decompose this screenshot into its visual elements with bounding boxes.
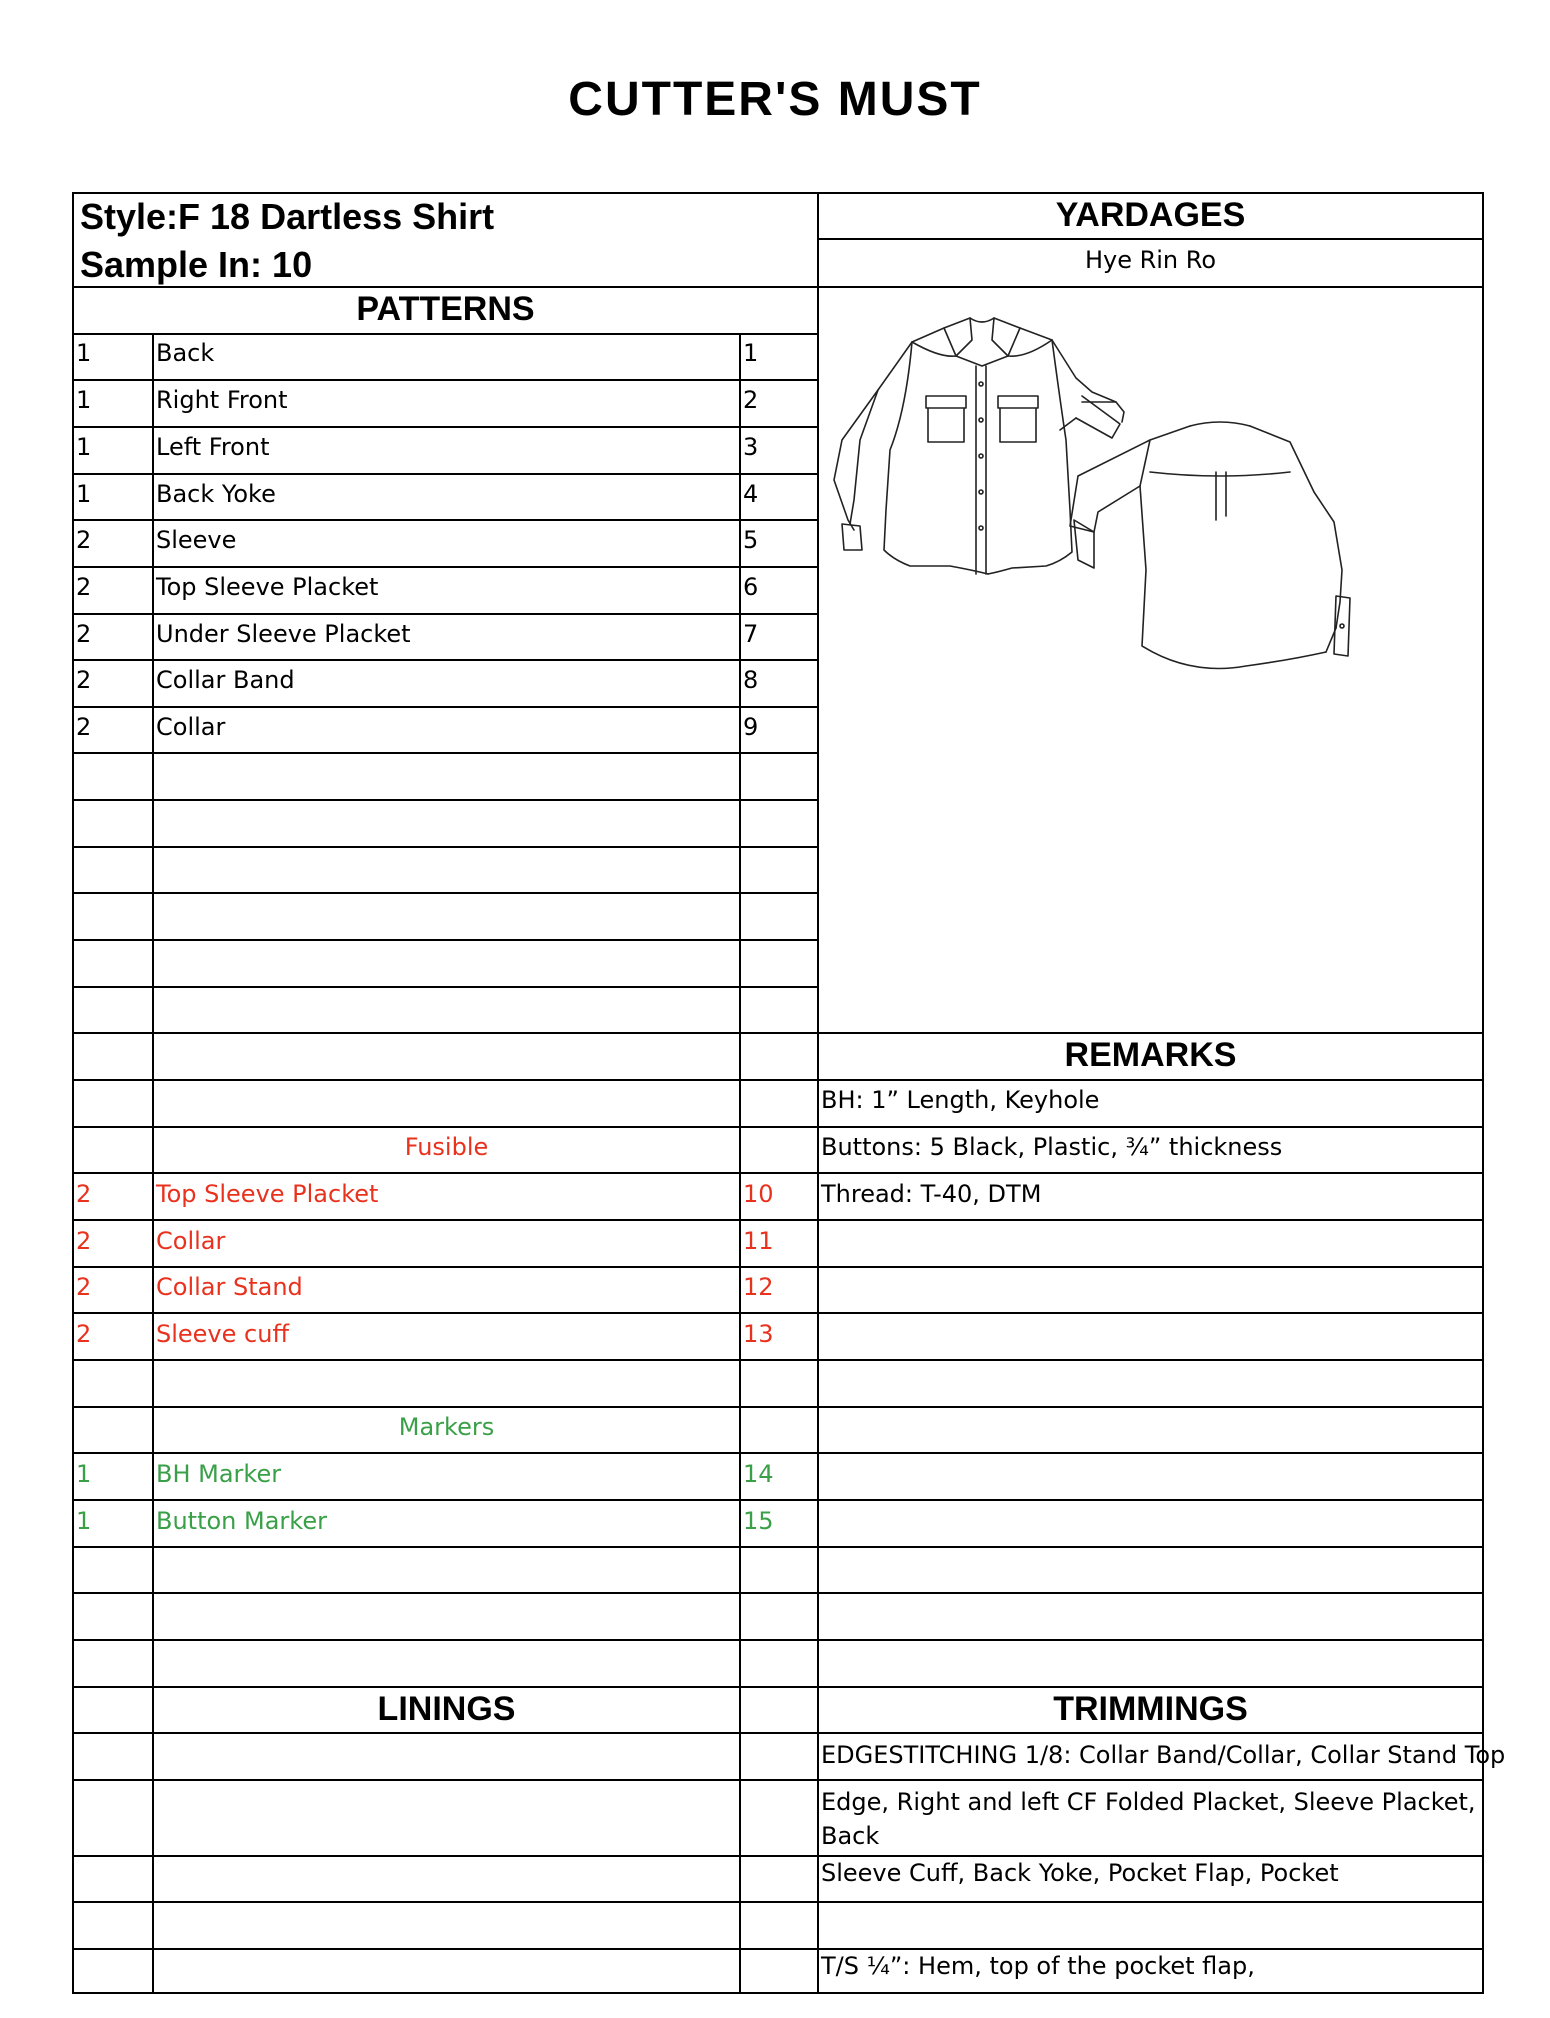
fusible-number: 13	[743, 1320, 774, 1348]
fusible-qty: 2	[76, 1273, 92, 1301]
fusible-number: 11	[743, 1227, 774, 1255]
trimming-line: Back	[821, 1822, 880, 1850]
pattern-qty: 2	[76, 713, 92, 741]
pattern-name: Top Sleeve Placket	[156, 573, 379, 601]
designer-name: Hye Rin Ro	[1084, 246, 1217, 274]
fusible-title: Fusible	[404, 1133, 489, 1161]
marker-qty: 1	[76, 1460, 92, 1488]
trimmings-title: TRIMMINGS	[1053, 1690, 1248, 1728]
shirt-flat-sketch	[820, 300, 1480, 700]
pattern-number: 8	[743, 666, 759, 694]
remarks-title: REMARKS	[1064, 1036, 1237, 1074]
pattern-qty: 2	[76, 666, 92, 694]
trimming-line: Sleeve Cuff, Back Yoke, Pocket Flap, Pocket	[821, 1859, 1339, 1887]
fusible-qty: 2	[76, 1180, 92, 1208]
marker-name: Button Marker	[156, 1507, 327, 1535]
pattern-qty: 2	[76, 573, 92, 601]
pattern-qty: 1	[76, 386, 92, 414]
marker-number: 15	[743, 1507, 774, 1535]
yardages-title: YARDAGES	[1055, 196, 1246, 234]
trimming-line: T/S ¼”: Hem, top of the pocket flap,	[821, 1952, 1255, 1980]
pattern-number: 1	[743, 339, 759, 367]
shirt-front-sketch	[834, 318, 1124, 574]
remark-line: BH: 1” Length, Keyhole	[821, 1086, 1100, 1114]
pattern-number: 6	[743, 573, 759, 601]
pattern-number: 5	[743, 526, 759, 554]
fusible-name: Collar Stand	[156, 1273, 303, 1301]
linings-title: LININGS	[377, 1690, 516, 1728]
fusible-name: Top Sleeve Placket	[156, 1180, 379, 1208]
marker-qty: 1	[76, 1507, 92, 1535]
trimming-line: Edge, Right and left CF Folded Placket, Sleeve Placket,	[821, 1788, 1476, 1816]
shirt-back-sketch	[1070, 422, 1350, 669]
style-label: Style:F 18 Dartless Shirt	[80, 196, 495, 237]
patterns-title: PATTERNS	[356, 290, 535, 328]
fusible-qty: 2	[76, 1227, 92, 1255]
sample-label: Sample In: 10	[80, 244, 313, 285]
fusible-name: Collar	[156, 1227, 226, 1255]
pattern-number: 2	[743, 386, 759, 414]
fusible-qty: 2	[76, 1320, 92, 1348]
pattern-name: Collar Band	[156, 666, 295, 694]
fusible-number: 12	[743, 1273, 774, 1301]
pattern-number: 4	[743, 480, 759, 508]
remark-line: Buttons: 5 Black, Plastic, ¾” thickness	[821, 1133, 1283, 1161]
pattern-name: Right Front	[156, 386, 288, 414]
fusible-number: 10	[743, 1180, 774, 1208]
document-title: CUTTER'S MUST	[568, 73, 982, 126]
pattern-qty: 2	[76, 526, 92, 554]
markers-title: Markers	[398, 1413, 495, 1441]
pattern-qty: 2	[76, 620, 92, 648]
pattern-name: Left Front	[156, 433, 270, 461]
trimming-line: EDGESTITCHING 1/8: Collar Band/Collar, Collar Stand Top	[821, 1741, 1506, 1769]
remark-line: Thread: T-40, DTM	[821, 1180, 1042, 1208]
pattern-qty: 1	[76, 480, 92, 508]
pattern-name: Back	[156, 339, 215, 367]
pattern-name: Back Yoke	[156, 480, 276, 508]
pattern-name: Under Sleeve Placket	[156, 620, 411, 648]
pattern-qty: 1	[76, 339, 92, 367]
pattern-number: 7	[743, 620, 759, 648]
pattern-number: 9	[743, 713, 759, 741]
pattern-name: Sleeve	[156, 526, 237, 554]
pattern-qty: 1	[76, 433, 92, 461]
pattern-number: 3	[743, 433, 759, 461]
pattern-name: Collar	[156, 713, 226, 741]
fusible-name: Sleeve cuff	[156, 1320, 289, 1348]
marker-number: 14	[743, 1460, 774, 1488]
marker-name: BH Marker	[156, 1460, 282, 1488]
